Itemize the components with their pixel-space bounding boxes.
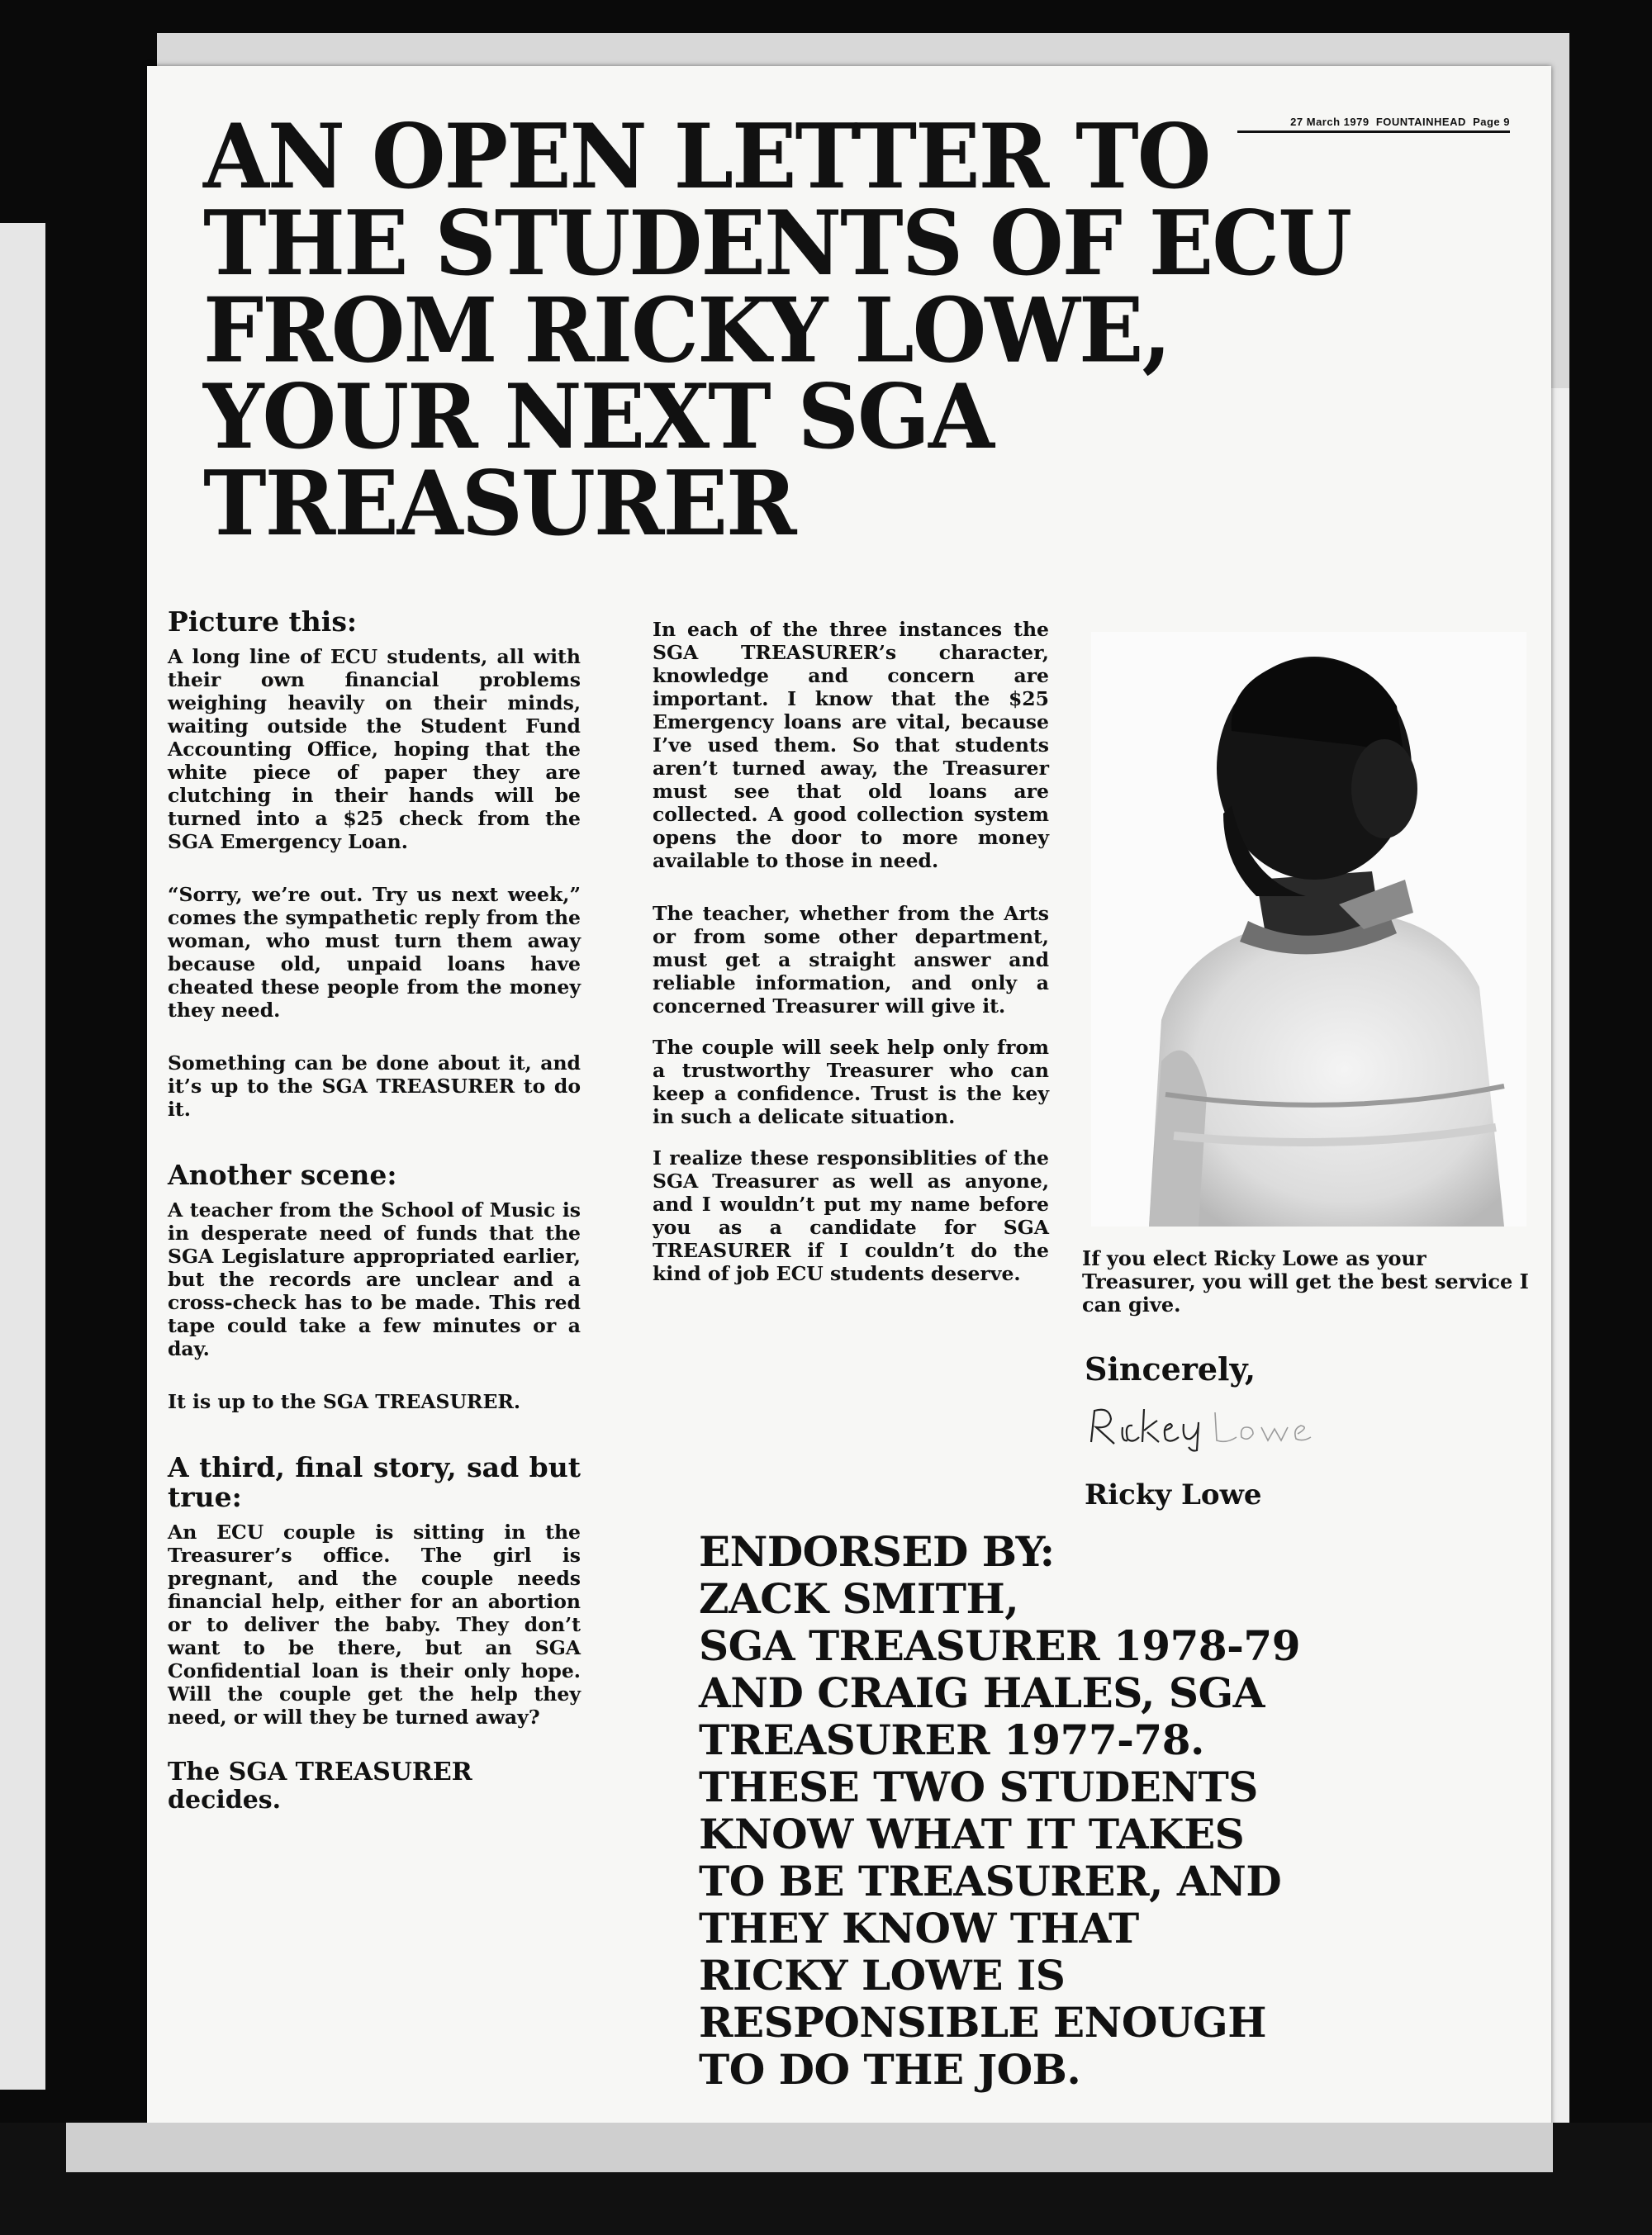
headline-line: THE STUDENTS OF ECU [203,191,1351,297]
sign-off: Sincerely, [1085,1350,1256,1388]
endorsement-line: RESPONSIBLE ENOUGH [699,1998,1266,2047]
paragraph: “Sorry, we’re out. Try us next week,” comes the sympathetic reply from the woman, who must turn them away because old, unpaid loans have cheated these people from the money they need. [168,883,581,1022]
headline [203,104,1541,557]
header-page: Page 9 [1473,116,1510,128]
endorsement-block [699,1528,1541,2093]
endorsement-line: THEY KNOW THAT [699,1904,1139,1953]
candidate-photo [1091,632,1526,1227]
article-column-2 [653,618,1049,1315]
endorsement-line: ZACK SMITH, [699,1574,1019,1623]
header-date: 27 March 1979 [1290,116,1370,128]
handwritten-signature [1085,1402,1365,1452]
signed-name: Ricky Lowe [1085,1478,1262,1511]
paragraph: The couple will seek help only from a trustworthy Treasurer who can keep a confidence. Trust is the key in such a delicate situation. [653,1036,1049,1128]
newspaper-page [147,66,1551,2205]
paragraph: I realize these responsiblities of the SGA Treasurer as well as anyone, and I wouldn’t put my name before you as a candidate for SGA TREASURER if I couldn’t do the kind of job ECU students deserve. [653,1146,1049,1285]
section-heading: Another scene: [168,1159,397,1191]
paragraph: The teacher, whether from the Arts or from some other department, must get a straight answer and reliable information, and only a concerned Treasurer will give it. [653,902,1049,1018]
paragraph: A teacher from the School of Music is in desperate need of funds that the SGA Legislature appropriated earlier, but the records are unclear and a cross-check has to be made. This red tape could take a few minutes or a day. [168,1198,581,1360]
paragraph: In each of the three instances the SGA TREASURER’s character, knowledge and concern are important. I know that the $25 Emergency loans are vital, because I’ve used them. So that students aren’t turned away, the Treasurer must see that old loans are collected. A good collection system opens the door to more money available to those in need. [653,618,1049,872]
endorsement-line: THESE TWO STUDENTS [699,1763,1258,1811]
headline-line: YOUR NEXT SGA [203,364,993,470]
headline-line: AN OPEN LETTER TO [203,104,1210,210]
headline-line: FROM RICKY LOWE, [203,278,1170,383]
paragraph: A long line of ECU students, all with their own financial problems weighing heavily on their minds, waiting outside the Student Fund Accounting Office, hoping that the white piece of paper they are clutching in their hands will be turned into a $25 check from the SGA Emergency Loan. [168,645,581,853]
paragraph: It is up to the SGA TREASURER. [168,1390,521,1413]
closing-statement: If you elect Ricky Lowe as your Treasurer, you will get the best service I can give. [1082,1246,1529,1317]
endorsement-line: TREASURER 1977-78. [699,1715,1204,1764]
article-column-1 [168,607,581,1844]
portrait-image [1091,632,1526,1227]
section-heading: Picture this: [168,605,358,638]
header-publication: FOUNTAINHEAD [1375,116,1466,128]
bottom-paper-edge [66,2123,1553,2172]
section-heading: A third, final story, sad but true: [168,1451,581,1513]
endorsement-line: AND CRAIG HALES, SGA [699,1668,1265,1717]
endorsement-line: RICKY LOWE IS [699,1951,1066,2000]
endorsement-line: KNOW WHAT IT TAKES [699,1810,1245,1858]
paragraph: The SGA TREASURER decides. [168,1758,472,1815]
endorsement-line: SGA TREASURER 1978-79 [699,1621,1301,1670]
endorsement-line: ENDORSED BY: [699,1527,1055,1576]
endorsement-line: TO BE TREASURER, AND [699,1857,1282,1905]
headline-line: TREASURER [203,451,795,557]
paragraph: An ECU couple is sitting in the Treasurer’s office. The girl is pregnant, and the couple needs financial help, either for an abortion or to deliver the baby. They don’t want to be there, but an SGA Confidential loan is their only hope. Will the couple get the help they need, or will they be turned away? [168,1521,581,1729]
endorsement-line: TO DO THE JOB. [699,2045,1081,2094]
left-paper-edge [0,223,45,2090]
paragraph: Something can be done about it, and it’s up to the SGA TREASURER to do it. [168,1051,581,1121]
